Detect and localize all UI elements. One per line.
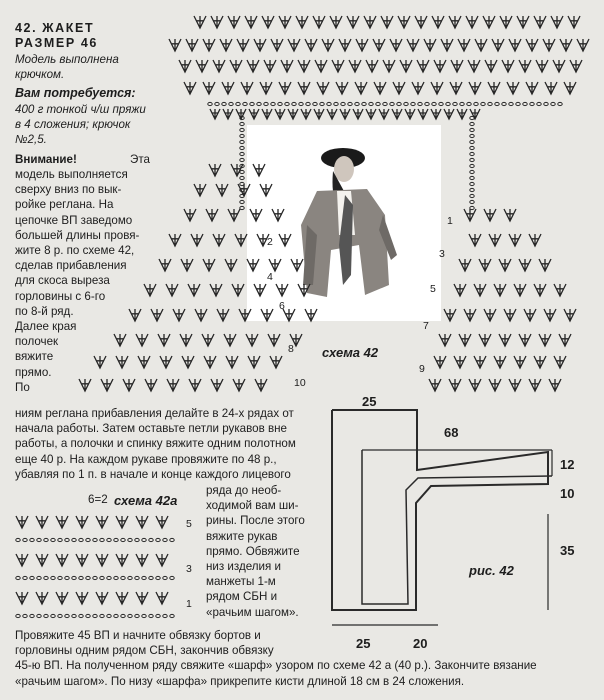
- text-line: полочек: [15, 335, 59, 349]
- text-line: большей длины провя-: [15, 228, 140, 242]
- text-line: рядом СБН и: [206, 590, 278, 604]
- text-line: «рачьим шагом».: [206, 605, 299, 619]
- pattern-outline-inner: [362, 450, 552, 604]
- text-line: ходимой вам ши-: [206, 499, 299, 513]
- row-number: 3: [186, 563, 192, 575]
- text-line: вяжите рукав: [206, 529, 278, 543]
- text-line: убавляя по 1 п. в начале и конце каждого лицевого: [15, 467, 291, 481]
- row-number: 1: [447, 215, 453, 227]
- row-number: 5: [430, 283, 436, 295]
- scheme-42a-ratio: 6=2: [88, 493, 108, 506]
- row-number: 10: [294, 377, 306, 389]
- dimension-body: 35: [560, 543, 575, 558]
- title-line-1: 42. ЖАКЕТ: [15, 21, 95, 35]
- materials-line: в 4 сложения; крючок: [15, 118, 131, 132]
- attention-after: Эта: [130, 153, 150, 166]
- row-number: 1: [186, 598, 192, 610]
- text-line: вяжите: [15, 350, 54, 364]
- text-line: рины. После этого: [206, 514, 305, 528]
- text-line: модель выполняется: [15, 168, 128, 181]
- row-number: 3: [439, 248, 445, 260]
- dimension-width: 68: [444, 425, 459, 440]
- text-line: горловины с 6-го: [15, 289, 106, 303]
- intro-line: Модель выполнена: [15, 53, 119, 66]
- dimension-bottom-left: 25: [356, 636, 371, 651]
- row-number: 8: [288, 343, 294, 355]
- row-number: 9: [419, 363, 425, 375]
- text-line: Провяжите 45 ВП и начните обвязку бортов и: [15, 629, 261, 642]
- text-line: горловины одним рядом СБН, закончив обвязку: [15, 644, 274, 658]
- text-line: для скоса выреза: [15, 274, 110, 288]
- text-line: цепочке ВП заведомо: [15, 213, 133, 227]
- title-line-2: РАЗМЕР 46: [15, 36, 98, 50]
- text-line: ниям реглана прибавления делайте в 24-х рядах от: [15, 407, 294, 420]
- materials-line: 400 г тонкой ч/ш пряжи: [15, 103, 146, 116]
- text-line: манжеты 1-м: [206, 575, 276, 589]
- row-number: 2: [267, 236, 273, 248]
- dimension-sleeve: 10: [560, 486, 575, 501]
- figure-caption: рис. 42: [469, 563, 514, 578]
- materials-heading: Вам потребуется:: [15, 86, 136, 100]
- text-line: начала работы. Затем оставьте петли рукавов вне: [15, 422, 287, 436]
- text-line: прямо.: [15, 365, 52, 379]
- text-line: еще 40 р. На каждом рукаве провяжите по 48 р.,: [15, 452, 277, 466]
- text-line: низ изделия и: [206, 560, 281, 574]
- row-number: 5: [186, 518, 192, 530]
- row-number: 7: [423, 320, 429, 332]
- text-line: По: [15, 380, 30, 394]
- row-number: 6: [279, 300, 285, 312]
- dimension-bottom-right: 20: [413, 636, 428, 651]
- materials-line: №2,5.: [15, 133, 47, 147]
- text-line: прямо. Обвяжите: [206, 544, 300, 558]
- dimension-cuff: 12: [560, 457, 575, 472]
- scheme-42-caption: схема 42: [322, 345, 379, 360]
- row-number: 4: [267, 271, 273, 283]
- text-line: ряда до необ-: [206, 484, 282, 497]
- pattern-outline: [332, 410, 548, 610]
- attention-heading: Внимание!: [15, 153, 77, 166]
- text-line: сверху вниз по вык-: [15, 183, 122, 197]
- text-line: по 8-й ряд.: [15, 304, 74, 318]
- text-line: «рачьим шагом». По низу «шарфа» прикрепите кисти длиной 18 см в 24 сложения.: [15, 674, 465, 688]
- scheme-42a-caption: схема 42а: [114, 493, 178, 508]
- text-line: Далее края: [15, 320, 77, 334]
- text-line: жите 8 р. по схеме 42,: [15, 244, 135, 258]
- dimension-top: 25: [362, 394, 377, 409]
- text-line: сделав прибавления: [15, 259, 127, 273]
- text-line: 45-ю ВП. На полученном ряду свяжите «шарф» узором по схеме 42 а (40 р.). Закончите вязание: [15, 659, 537, 673]
- text-line: работы, а полочки и спинку вяжите одним полотном: [15, 437, 296, 451]
- intro-line: крючком.: [15, 68, 65, 82]
- text-line: ройке реглана. На: [15, 198, 114, 212]
